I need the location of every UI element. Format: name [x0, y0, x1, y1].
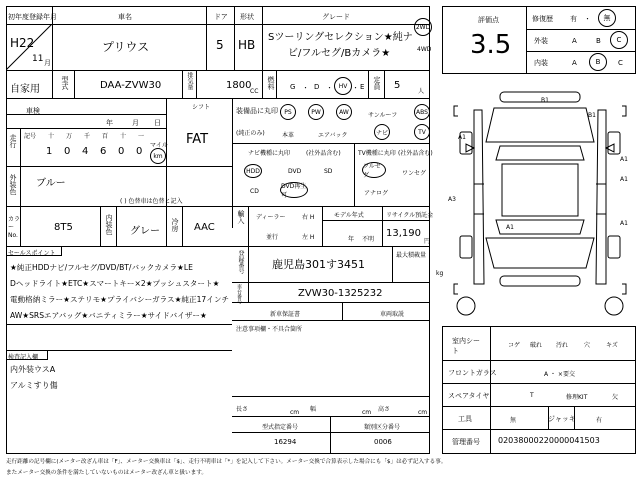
mileage-digit-6: 0	[136, 146, 143, 157]
interior-sheet-tear: 破れ	[530, 342, 543, 349]
car-name-value: プリウス	[102, 40, 150, 54]
drive-2wd-circle	[414, 18, 432, 36]
repair-label: 修復歴	[532, 15, 553, 23]
model-year-unit: 年	[348, 236, 355, 243]
recycle-yen: 円	[424, 238, 431, 245]
max-load-label: 最大積載量	[396, 252, 427, 259]
interior-b-circle	[589, 53, 607, 71]
equip-aw-circle	[336, 104, 352, 120]
capacity-value: 5	[394, 80, 401, 91]
interior-sheet-scratch: キズ	[606, 342, 618, 349]
import-dealer: ディーラー	[256, 214, 286, 221]
exterior-a: A	[572, 37, 577, 45]
fuel-hv: HV	[338, 82, 348, 90]
mileage-digit-4: 6	[100, 146, 107, 157]
equip-tv: TV	[418, 128, 426, 136]
manual-label: 車両取説	[380, 311, 405, 318]
shift-label: シフト	[192, 104, 211, 111]
height-label: 高さ	[378, 406, 391, 413]
repair-no-circle	[598, 9, 616, 27]
grade-label: グレード	[322, 13, 350, 21]
new-warranty-label: 新車保証書	[270, 311, 301, 318]
color-note: ( ) 色替車は色替と記入	[120, 198, 183, 205]
interior-sheet-burn: コゲ	[508, 342, 521, 349]
diag-a3-left: A3	[448, 196, 456, 203]
interior-c: C	[618, 59, 623, 67]
sales-point-label: セールスポイント	[8, 250, 56, 257]
navi-cd: CD	[250, 188, 259, 195]
drive-4wd: 4WD	[417, 46, 432, 53]
exterior-c: C	[616, 36, 622, 44]
import-left: 左 H	[302, 234, 315, 241]
navi-hdd-circle	[244, 164, 262, 178]
shift-value: FAT	[186, 132, 209, 147]
mileage-digit-2: 0	[64, 146, 71, 157]
mileage-ichi-label: 一	[138, 133, 145, 140]
reg-month-unit: 月	[44, 59, 51, 67]
inspection-label: 車検	[26, 107, 40, 115]
model-year-value: 不明	[362, 236, 375, 243]
equip-tv-circle	[414, 124, 430, 140]
model-label: 型式	[61, 76, 69, 90]
class-number-value: 0006	[374, 438, 392, 446]
jack-value: 有	[596, 417, 603, 424]
chassis-label: 車台番号	[236, 284, 242, 304]
equipment-label: 装備品に丸印	[236, 107, 278, 115]
reg-year-label: 初年度登録年月	[8, 13, 57, 21]
mileage-km-circle	[150, 148, 166, 164]
grade-line2: ビ/フルセグ/Bカメラ★	[288, 48, 391, 59]
diag-a1-left-rear: A1	[506, 224, 514, 231]
fuel-label: 燃料	[267, 76, 275, 90]
notes-label: 注意事項欄・不具合箇所	[236, 326, 303, 333]
inspector-line-2: アルミすり傷	[10, 381, 58, 390]
equip-abs-circle	[414, 104, 430, 120]
reg-year-value: H22	[10, 36, 35, 50]
grade-line1: Sツーリングセレクション★純ナ	[268, 32, 413, 43]
footer-line-2: またメーター交換の条件を満たしていないものはメーター改ざん車と扱います。	[6, 470, 207, 476]
registration-value: 鹿児島301す3451	[272, 258, 365, 271]
mileage-man-label: 万	[66, 133, 73, 140]
ac-value: AAC	[194, 222, 215, 233]
spare-kit: 修理KIT	[566, 394, 588, 401]
interior-color-value: グレー	[130, 226, 160, 237]
drive-2wd: 2WD	[415, 23, 431, 31]
navi-hdd: HDD	[246, 167, 260, 175]
fuel-dot-2: ・	[326, 84, 333, 92]
reg-month-value: 11	[32, 54, 44, 64]
import-label: 輸入	[237, 210, 245, 224]
tv-fullseg: フルセグ	[363, 163, 381, 179]
mileage-digit-5: 0	[118, 146, 125, 157]
inspection-month: 月	[132, 119, 139, 127]
car-name-label: 車名	[118, 13, 132, 21]
car-diagram	[444, 84, 636, 320]
door-value: 5	[216, 38, 224, 52]
interior-b: B	[595, 58, 601, 66]
interior-sheet-label: 室内シート	[452, 337, 480, 355]
interior-a: A	[572, 59, 577, 67]
inspection-year: 年	[106, 119, 113, 127]
equip-pw: PW	[311, 108, 321, 116]
equip-navi-circle	[374, 124, 390, 140]
ac-label: 冷房	[171, 218, 179, 232]
interior-color-label: 内装色	[105, 214, 113, 235]
exterior-label: 外装	[534, 37, 548, 45]
diag-a1-left-front: A1	[458, 134, 466, 141]
fuel-hv-circle	[334, 77, 352, 95]
equip-airbag: エアバック	[318, 132, 348, 139]
registration-label: 登録番号	[237, 250, 244, 274]
windshield-value: A ・ ×要交	[544, 371, 575, 378]
mileage-digit-3: 4	[82, 146, 89, 157]
recycle-label: リサイクル預託金	[386, 212, 434, 219]
max-load-unit: kg	[436, 270, 444, 277]
model-year-label: モデル年式	[334, 212, 364, 219]
type-number-value: 16294	[274, 438, 297, 446]
inspector-line-1: 内外装ウスA	[10, 365, 56, 374]
equip-sunroof: サンルーフ	[368, 112, 398, 119]
tv-oneseg: ワンセグ	[402, 170, 427, 177]
type-number-label: 型式指定番号	[262, 424, 299, 431]
fuel-e: E	[360, 83, 365, 91]
usage-value: 自家用	[10, 84, 40, 95]
equip-ps-circle	[280, 104, 296, 120]
navi-sd: SD	[324, 168, 333, 175]
inspection-day: 日	[154, 119, 161, 127]
footer-line-1: 走行距離の記号欄に(メーター改ざん車は「F」、メーター交換車は「$」、走行不明車は「*」を記入して下さい。メーター交換で合算表示した場合にも「$」は必ず記入する事。	[6, 459, 447, 465]
spare-t: T	[530, 392, 534, 399]
jack-label: ジャッキ	[548, 415, 576, 423]
color-no-value: 8T5	[54, 222, 73, 233]
diag-b1-hood: B1	[588, 112, 596, 119]
sales-line-1: ★純正HDDナビ/フルセグ/DVD/BT/バックカメラ★LE	[10, 263, 193, 272]
width-label: 幅	[310, 406, 317, 413]
color-value: ブルー	[36, 178, 66, 189]
mgmt-label: 管理番号	[452, 438, 480, 446]
fuel-dot-3: ・	[352, 84, 359, 92]
mileage-symbol-label: 記号	[24, 133, 37, 140]
fuel-g: G	[290, 83, 296, 91]
windshield-label: フロントガラス	[448, 369, 497, 377]
chassis-value: ZVW30-1325232	[298, 288, 383, 299]
capacity-label: 定員	[373, 76, 381, 90]
navi-dvd-play: DVD再生可	[281, 183, 307, 199]
equip-ps: PS	[284, 108, 292, 116]
repair-no: 無	[603, 14, 611, 22]
shape-label: 形状	[240, 13, 254, 21]
interior-label: 内装	[534, 59, 548, 67]
diag-a1-right-mid: A1	[620, 176, 628, 183]
rating-label: 評価点	[478, 16, 499, 24]
tools-label: 工具	[458, 415, 472, 423]
diag-a1-right-front: A1	[620, 156, 628, 163]
mileage-label: 走行	[9, 134, 17, 148]
equip-aw: AW	[339, 108, 349, 116]
diag-b1-front: B1	[541, 97, 549, 104]
color-no-label: カラーNo.	[8, 216, 21, 239]
navi-dvd-play-circle	[280, 182, 308, 198]
recycle-value: 13,190	[386, 228, 421, 239]
mgmt-value: 02038000220000041503	[498, 436, 600, 445]
exterior-c-circle	[610, 31, 628, 49]
spare-none: 欠	[612, 394, 619, 401]
height-unit: cm	[418, 409, 428, 416]
import-right: 右 H	[302, 214, 315, 221]
tv-fullseg-circle	[362, 162, 386, 178]
interior-sheet-stain: 汚れ	[556, 342, 569, 349]
tv-note: (社外品含む)	[398, 150, 433, 157]
fuel-dot-1: ・	[302, 84, 309, 92]
sales-line-4: AW★SRSエアバッグ★バニティミラー★サイドバイザー★	[10, 311, 207, 320]
sales-line-3: 電動格納ミラー★ステリモ★プライバシーガラス★純正17インチ	[10, 295, 230, 304]
mileage-km: km	[153, 152, 163, 160]
repair-yes: 有	[570, 15, 577, 23]
mileage-jyu-label: 十	[120, 133, 127, 140]
spare-label: スペアタイヤ	[448, 392, 490, 400]
repair-dot: ・	[584, 15, 591, 23]
length-label: 長さ	[236, 406, 249, 413]
equip-pw-circle	[308, 104, 324, 120]
import-parallel: 並行	[266, 234, 279, 241]
equip-leather: 本革	[282, 132, 295, 139]
displacement-label: 排気量	[186, 72, 193, 90]
tv-label: TV機種に丸印	[358, 150, 396, 157]
displacement-unit: CC	[250, 88, 259, 95]
mileage-hyaku-label: 百	[102, 133, 109, 140]
tv-analog: アナログ	[364, 190, 389, 197]
color-label: 外装色	[9, 174, 17, 195]
equipment-note: (純正のみ)	[236, 130, 265, 137]
displacement-value: 1800	[226, 80, 252, 91]
mileage-sen-label: 千	[84, 133, 91, 140]
capacity-unit: 人	[418, 88, 425, 95]
shape-value: HB	[238, 38, 256, 52]
model-value: DAA-ZVW30	[100, 80, 162, 91]
diag-a1-right-rear: A1	[620, 220, 628, 227]
rating-value: 3.5	[470, 30, 512, 60]
tools-value: 無	[510, 417, 517, 424]
navi-note: (社外品含む)	[306, 150, 341, 157]
fuel-d: D	[314, 83, 320, 91]
sales-line-2: Dヘッドライト★ETC★スマートキー×2★プッシュスタート★	[10, 279, 220, 288]
mileage-digit-1: 1	[46, 146, 53, 157]
mileage-mile-label: マイル	[150, 142, 168, 149]
inspector-label: 検査記入欄	[8, 354, 39, 361]
navi-dvd: DVD	[288, 168, 302, 175]
navi-label: ナビ機種に丸印	[248, 150, 291, 157]
length-unit: cm	[290, 409, 300, 416]
equip-abs: ABS	[416, 108, 428, 116]
exterior-b: B	[596, 37, 601, 45]
class-number-label: 類別区分番号	[364, 424, 401, 431]
interior-sheet-hole: 穴	[584, 342, 591, 349]
width-unit: cm	[362, 409, 372, 416]
door-label: ドア	[214, 13, 228, 21]
mileage-ten-man-label: 十	[48, 133, 55, 140]
equip-navi: ナビ	[375, 129, 388, 137]
